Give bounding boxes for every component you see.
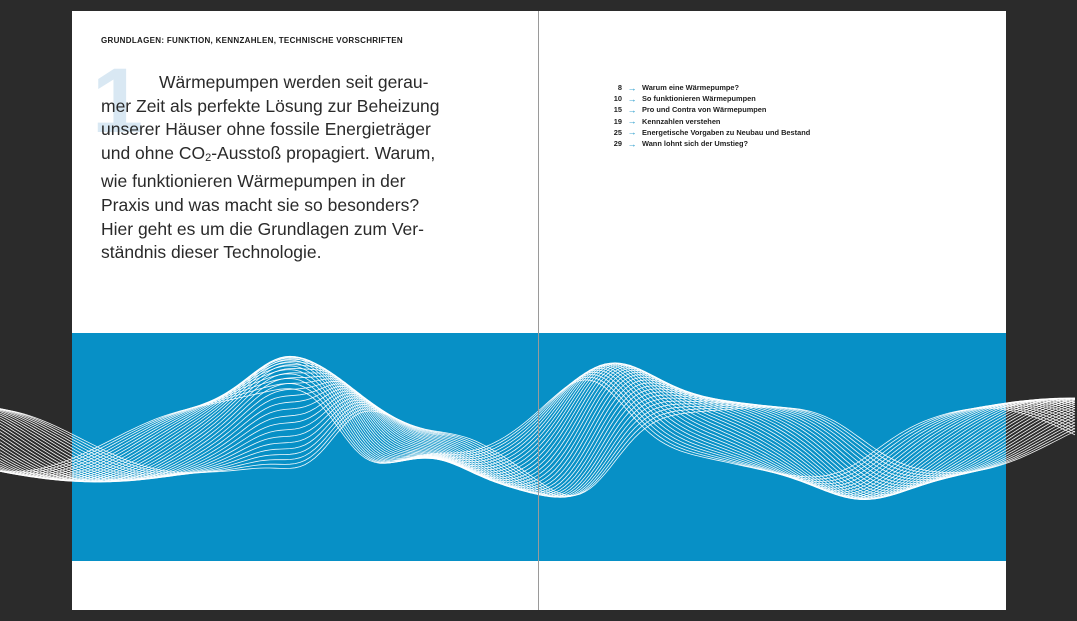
toc-item[interactable] — [602, 127, 810, 138]
toc-title: Warum eine Wärmepumpe? — [642, 83, 740, 93]
toc-title: Pro und Contra von Wärmepumpen — [642, 105, 767, 115]
arrow-right-icon: → — [627, 82, 637, 93]
toc-title: So funktionieren Wärmepumpen — [642, 94, 756, 104]
toc-title: Energetische Vorgaben zu Neubau und Bestand — [642, 127, 811, 137]
arrow-right-icon: → — [627, 104, 637, 115]
toc-item[interactable] — [602, 93, 810, 104]
toc-item[interactable] — [602, 138, 810, 149]
toc-item[interactable] — [602, 82, 810, 93]
blue-wave-band — [72, 333, 1006, 561]
toc-title: Wann lohnt sich der Umstieg? — [642, 139, 749, 149]
toc-item[interactable] — [602, 116, 810, 127]
intro-line: -Ausstoß propagiert. Warum, — [211, 142, 436, 163]
book-spread — [72, 11, 1006, 610]
arrow-right-icon: → — [627, 138, 637, 149]
intro-line: Hier geht es um die Grundlagen zum Ver- — [101, 218, 424, 239]
toc-page-number: 8 — [617, 83, 622, 93]
page-gutter — [538, 11, 539, 610]
intro-line: Praxis und was macht sie so besonders? — [101, 194, 420, 215]
intro-line: ständnis dieser Technologie. — [101, 242, 322, 263]
intro-line: mer Zeit als perfekte Lösung zur Beheizung — [101, 95, 440, 116]
arrow-right-icon: → — [627, 116, 637, 127]
co2-subscript: 2 — [205, 151, 212, 164]
toc-page-number: 19 — [613, 116, 622, 126]
intro-paragraph — [101, 71, 457, 265]
chapter-number: 1 — [92, 50, 144, 152]
toc-title: Kennzahlen verstehen — [642, 116, 721, 126]
arrow-right-icon: → — [627, 93, 637, 104]
intro-line: unserer Häuser ohne fossile Energieträger — [101, 119, 431, 140]
running-head: GRUNDLAGEN: FUNKTION, KENNZAHLEN, TECHNISCHE VORSCHRIFTEN — [101, 36, 403, 45]
intro-line: Wärmepumpen werden seit gerau- — [159, 72, 429, 92]
toc-item[interactable] — [602, 104, 810, 115]
intro-line: und ohne CO — [101, 142, 206, 163]
table-of-contents — [602, 82, 810, 149]
intro-line: wie funktionieren Wärmepumpen in der — [101, 171, 406, 192]
toc-page-number: 15 — [613, 105, 622, 115]
toc-page-number: 10 — [613, 94, 622, 104]
arrow-right-icon: → — [627, 127, 637, 138]
toc-page-number: 29 — [613, 139, 622, 149]
toc-page-number: 25 — [613, 127, 622, 137]
